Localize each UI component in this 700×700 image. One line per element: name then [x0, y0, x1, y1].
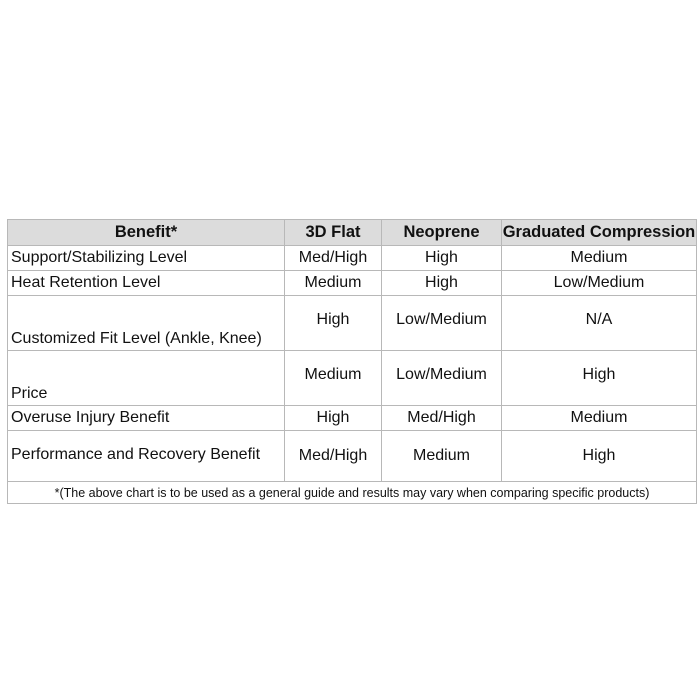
cell-graduated-compression: Low/Medium	[502, 271, 697, 296]
table-row	[8, 406, 697, 431]
header-graduated-compression: Graduated Compression	[502, 220, 697, 246]
cell-3d-flat: Med/High	[285, 431, 382, 482]
cell-neoprene: Low/Medium	[382, 296, 502, 351]
cell-graduated-compression: Medium	[502, 406, 697, 431]
table-row	[8, 431, 697, 482]
row-label: Support/Stabilizing Level	[8, 246, 285, 271]
header-neoprene: Neoprene	[382, 220, 502, 246]
cell-3d-flat: High	[285, 296, 382, 351]
table-row	[8, 351, 697, 406]
cell-3d-flat: Medium	[285, 351, 382, 406]
comparison-table	[7, 219, 697, 504]
row-label: Overuse Injury Benefit	[8, 406, 285, 431]
row-label: Performance and Recovery Benefit	[8, 431, 285, 482]
cell-neoprene: Low/Medium	[382, 351, 502, 406]
table-row	[8, 246, 697, 271]
cell-neoprene: High	[382, 246, 502, 271]
footnote: *(The above chart is to be used as a general guide and results may vary when comparing specific products)	[8, 482, 697, 504]
row-label: Price	[8, 351, 285, 406]
row-label: Heat Retention Level	[8, 271, 285, 296]
cell-graduated-compression: High	[502, 351, 697, 406]
header-3d-flat: 3D Flat	[285, 220, 382, 246]
cell-neoprene: High	[382, 271, 502, 296]
row-label: Customized Fit Level (Ankle, Knee)	[8, 296, 285, 351]
table-row	[8, 296, 697, 351]
table-row	[8, 271, 697, 296]
cell-3d-flat: High	[285, 406, 382, 431]
cell-3d-flat: Medium	[285, 271, 382, 296]
cell-graduated-compression: High	[502, 431, 697, 482]
cell-graduated-compression: Medium	[502, 246, 697, 271]
footnote-row	[8, 482, 697, 504]
header-row	[8, 220, 697, 246]
cell-neoprene: Med/High	[382, 406, 502, 431]
cell-3d-flat: Med/High	[285, 246, 382, 271]
comparison-table-container	[7, 219, 696, 504]
cell-neoprene: Medium	[382, 431, 502, 482]
cell-graduated-compression: N/A	[502, 296, 697, 351]
header-benefit: Benefit*	[8, 220, 285, 246]
